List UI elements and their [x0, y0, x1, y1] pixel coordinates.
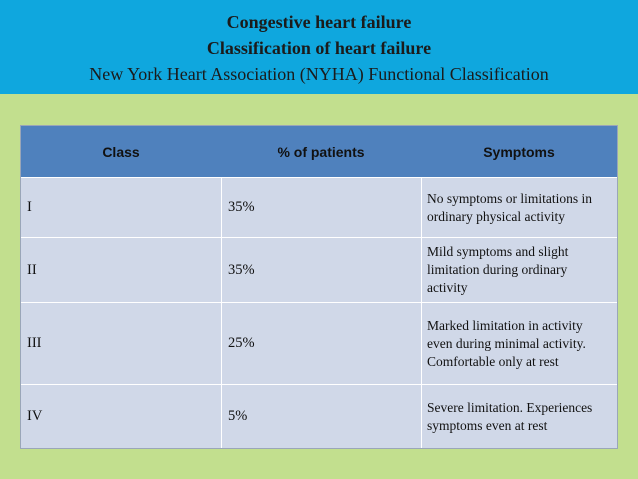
symptoms-cell: Severe limitation. Experiences symptoms even at rest — [421, 385, 617, 448]
class-cell: IV — [27, 408, 43, 424]
percent-cell: 35% — [221, 238, 421, 302]
table-row — [21, 238, 617, 303]
class-cell: I — [27, 199, 32, 215]
slide-title: Congestive heart failure — [226, 12, 412, 32]
symptoms-cell: Mild symptoms and slight limitation during ordinary activity — [421, 238, 617, 302]
column-header-symptoms: Symptoms — [483, 143, 555, 160]
symptoms-cell: Marked limitation in activity even during minimal activity. Comfortable only at rest — [421, 303, 617, 384]
slide-subtitle-nyha: New York Heart Association (NYHA) Functional Classification — [89, 64, 549, 84]
table-row — [21, 385, 617, 448]
column-header-class: Class — [102, 143, 140, 160]
percent-cell: 5% — [221, 385, 421, 448]
class-cell: II — [27, 261, 37, 278]
column-header-percent: % of patients — [277, 143, 365, 160]
class-cell: III — [27, 335, 42, 351]
percent-cell: 35% — [221, 178, 421, 237]
table-header-row — [21, 126, 617, 178]
nyha-classification-table — [20, 125, 618, 449]
slide-subtitle: Classification of heart failure — [206, 38, 432, 58]
percent-cell: 25% — [221, 303, 421, 384]
symptoms-cell: No symptoms or limitations in ordinary physical activity — [421, 178, 617, 237]
slide-header — [0, 0, 638, 94]
table-row — [21, 178, 617, 238]
table-row — [21, 303, 617, 385]
